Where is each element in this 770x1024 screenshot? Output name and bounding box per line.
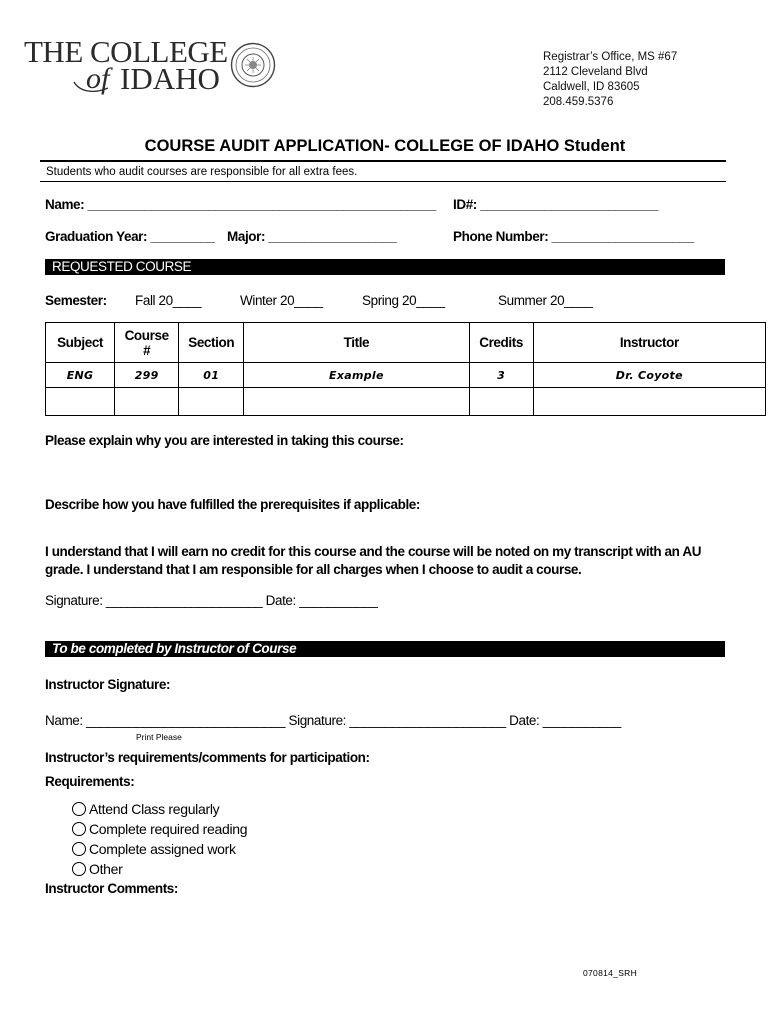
instructor-section-header: To be completed by Instructor of Course	[45, 641, 725, 657]
example-section: 01	[179, 363, 244, 388]
requested-course-header: REQUESTED COURSE	[45, 259, 725, 275]
requirements-label: Requirements:	[45, 774, 135, 789]
instructor-name-signature-line[interactable]: Name: ____________________________ Signature: ______________________ Date: ___________	[45, 713, 621, 728]
instructor-cell[interactable]	[533, 388, 765, 416]
course-number-cell[interactable]	[115, 388, 179, 416]
credits-cell[interactable]	[469, 388, 533, 416]
form-code: 070814_SRH	[583, 968, 638, 978]
name-field[interactable]: Name: _________________________________________________	[45, 197, 436, 212]
graduation-year-field[interactable]: Graduation Year: _________	[45, 229, 215, 244]
fees-note: Students who audit courses are responsible for all extra fees.	[46, 166, 358, 178]
semester-label: Semester:	[45, 293, 107, 308]
requirement-label: Complete required reading	[89, 821, 248, 837]
address-line: Registrar’s Office, MS #67	[543, 51, 678, 63]
college-logo-of: of	[86, 62, 110, 95]
college-logo-line1: THE COLLEGE	[24, 34, 228, 69]
example-credits: 3	[469, 363, 533, 388]
subject-cell[interactable]	[46, 388, 115, 416]
student-signature-line[interactable]: Signature: ______________________ Date: ___________	[45, 593, 378, 608]
id-field[interactable]: ID#: _________________________	[453, 197, 658, 212]
interest-question: Please explain why you are interested in taking this course:	[45, 433, 404, 448]
college-seal-icon	[230, 42, 276, 88]
header-title: Title	[244, 323, 469, 363]
requirement-option[interactable]	[72, 801, 219, 817]
table-row[interactable]	[46, 388, 766, 416]
college-logo-line2: IDAHO	[120, 61, 220, 96]
requirement-label: Other	[89, 861, 123, 877]
address-line: 208.459.5376	[543, 96, 614, 108]
form-title: COURSE AUDIT APPLICATION- COLLEGE OF IDAHO Student	[144, 137, 626, 155]
phone-field[interactable]: Phone Number: ____________________	[453, 229, 694, 244]
semester-fall[interactable]: Fall 20____	[135, 293, 202, 308]
example-title: Example	[244, 363, 469, 388]
course-table	[45, 322, 766, 416]
example-course-number: 299	[115, 363, 179, 388]
header-instructor: Instructor	[533, 323, 765, 363]
semester-winter[interactable]: Winter 20____	[240, 293, 323, 308]
requirement-label: Complete assigned work	[89, 841, 236, 857]
table-header-row	[46, 323, 766, 363]
logo-swash-icon	[72, 78, 112, 98]
section-cell[interactable]	[179, 388, 244, 416]
understanding-statement-line1: I understand that I will earn no credit for this course and the course will be noted on my transcript with an AU	[45, 544, 702, 559]
requirement-option[interactable]	[72, 841, 236, 857]
understanding-statement-line2: grade. I understand that I am responsible for all charges when I choose to audit a course.	[45, 562, 582, 577]
radio-circle-icon[interactable]	[72, 802, 86, 816]
header-section: Section	[179, 323, 244, 363]
radio-circle-icon[interactable]	[72, 862, 86, 876]
instructor-comments-heading: Instructor’s requirements/comments for participation:	[45, 750, 370, 765]
example-instructor: Dr. Coyote	[533, 363, 765, 388]
print-please-hint: Print Please	[136, 732, 182, 742]
address-line: 2112 Cleveland Blvd	[543, 66, 648, 78]
radio-circle-icon[interactable]	[72, 842, 86, 856]
header-credits: Credits	[469, 323, 533, 363]
address-line: Caldwell, ID 83605	[543, 81, 640, 93]
prerequisites-question: Describe how you have fulfilled the prerequisites if applicable:	[45, 497, 420, 512]
divider	[40, 160, 726, 162]
semester-summer[interactable]: Summer 20____	[498, 293, 593, 308]
major-field[interactable]: Major: __________________	[227, 229, 397, 244]
requirement-label: Attend Class regularly	[89, 801, 220, 817]
header-course-number: Course #	[115, 323, 179, 363]
requirement-option[interactable]	[72, 821, 247, 837]
radio-circle-icon[interactable]	[72, 822, 86, 836]
registrar-address	[543, 50, 677, 110]
instructor-signature-label: Instructor Signature:	[45, 677, 171, 692]
instructor-comments-label: Instructor Comments:	[45, 881, 179, 896]
header-subject: Subject	[46, 323, 115, 363]
table-row	[46, 363, 766, 388]
example-subject: ENG	[46, 363, 115, 388]
semester-spring[interactable]: Spring 20____	[362, 293, 445, 308]
title-cell[interactable]	[244, 388, 469, 416]
requirement-option[interactable]	[72, 861, 123, 877]
divider	[40, 181, 726, 182]
